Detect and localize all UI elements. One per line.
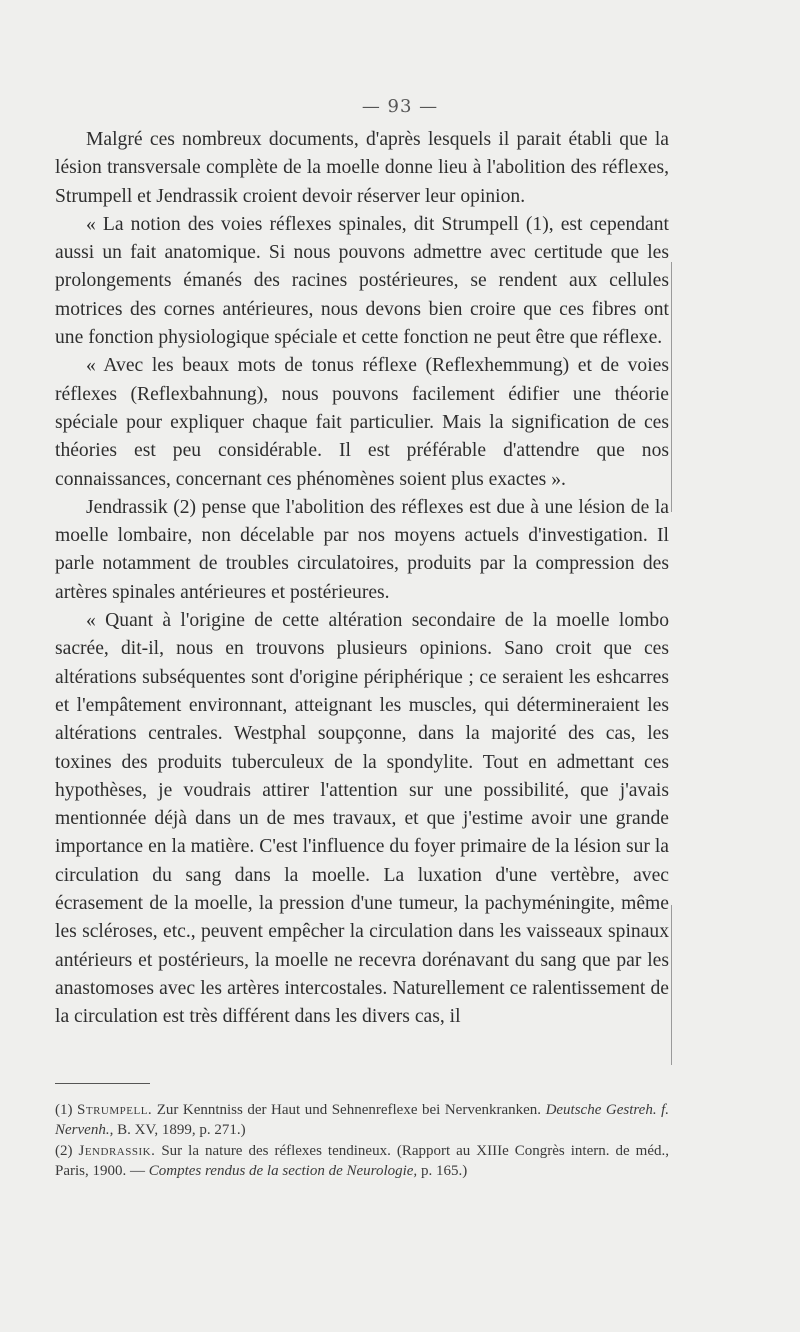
footnote-marker: (1) bbox=[55, 1102, 73, 1118]
page-edge-mark bbox=[671, 262, 672, 512]
paragraph: Jendrassik (2) pense que l'abolition des réflexes est due à une lésion de la moelle lombaire, non décelable par nos moyens actuels d'investigation. Il parle notamment de troubles circulatoires, produits par la compression des artères spinales antérieures et postérieures. bbox=[55, 496, 669, 603]
paragraph: « La notion des voies réflexes spinales, dit Strumpell (1), est cependant aussi un fait anatomique. Si nous pouvons admettre avec certitude que les prolongements émanés des racines postérieures, se rendent aux cellules motrices des cornes antérieures, nous devons bien croire que ces fibres ont une fonction physiologique spéciale et cette fonction ne peut être que réflexe. bbox=[55, 213, 669, 349]
footnote-source: Deutsche Gestreh. f. Nervenh., bbox=[55, 1102, 669, 1138]
footnote-details: B. XV, 1899, p. 271.) bbox=[117, 1121, 246, 1138]
footnote-text: Zur Kenntniss der Haut und Sehnenreflexe bei Nervenkranken. bbox=[156, 1102, 542, 1118]
page-number: — 93 — bbox=[361, 96, 439, 117]
footnote-details: p. 165.) bbox=[420, 1162, 468, 1179]
main-text bbox=[55, 126, 669, 1032]
footnote-author: Strumpell. bbox=[77, 1102, 153, 1118]
footnote-text: Sur la nature des réflexes tendineux. (Rapport au XIIIe Congrès intern. de méd., Paris, 1900. — bbox=[55, 1143, 669, 1179]
footnote-source: Comptes rendus de la section de Neurologie, bbox=[148, 1162, 418, 1179]
footnote bbox=[55, 1142, 669, 1181]
footnotes bbox=[55, 1101, 669, 1183]
footnote-marker: (2) bbox=[55, 1143, 73, 1159]
footnote-author: Jendrassik. bbox=[78, 1143, 156, 1159]
page-edge-mark bbox=[671, 905, 672, 1065]
paragraph: « Quant à l'origine de cette altération secondaire de la moelle lombo sacrée, dit-il, nous en trouvons plusieurs opinions. Sano croit que ces altérations subséquentes sont d'origine périphérique ; ce seraient les eshcarres et l'empâtement environnant, atteignant les muscles, qui détermineraient les altérations centrales. Westphal soupçonne, dans la majorité des cas, les toxines des produits tuberculeux de la spondylite. Tout en admettant ces hypothèses, je voudrais attirer l'attention sur une possibilité, que j'avais mentionnée déjà dans un de mes travaux, et que j'estime avoir une grande importance en la matière. C'est l'influence du foyer primaire de la lésion sur la circulation du sang dans la moelle. La luxation d'une vertèbre, avec écrasement de la moelle, la pression d'une tumeur, la pachyméningite, même les scléroses, etc., peuvent empêcher la circulation dans les vaisseaux spinaux antérieurs et postérieurs, la moelle ne recevra dorénavant du sang que par les anastomoses avec les artères intercostales. Naturellement ce ralentissement de la circulation est très différent dans les divers cas, il bbox=[55, 610, 669, 1028]
footnote-separator bbox=[55, 1083, 150, 1084]
paragraph: « Avec les beaux mots de tonus réflexe (Reflexhemmung) et de voies réflexes (Reflexbahnung), nous pouvons facilement édifier une théorie spéciale pour expliquer chaque fait particulier. Mais la signification de ces théories est peu considérable. Il est préférable d'attendre que nos connaissances, concernant ces phénomènes soient plus exactes ». bbox=[55, 355, 669, 490]
paragraph: Malgré ces nombreux documents, d'après lesquels il parait établi que la lésion transversale complète de la moelle donne lieu à l'abolition des réflexes, Strumpell et Jendrassik croient devoir réserver leur opinion. bbox=[55, 129, 669, 207]
footnote bbox=[55, 1101, 669, 1140]
